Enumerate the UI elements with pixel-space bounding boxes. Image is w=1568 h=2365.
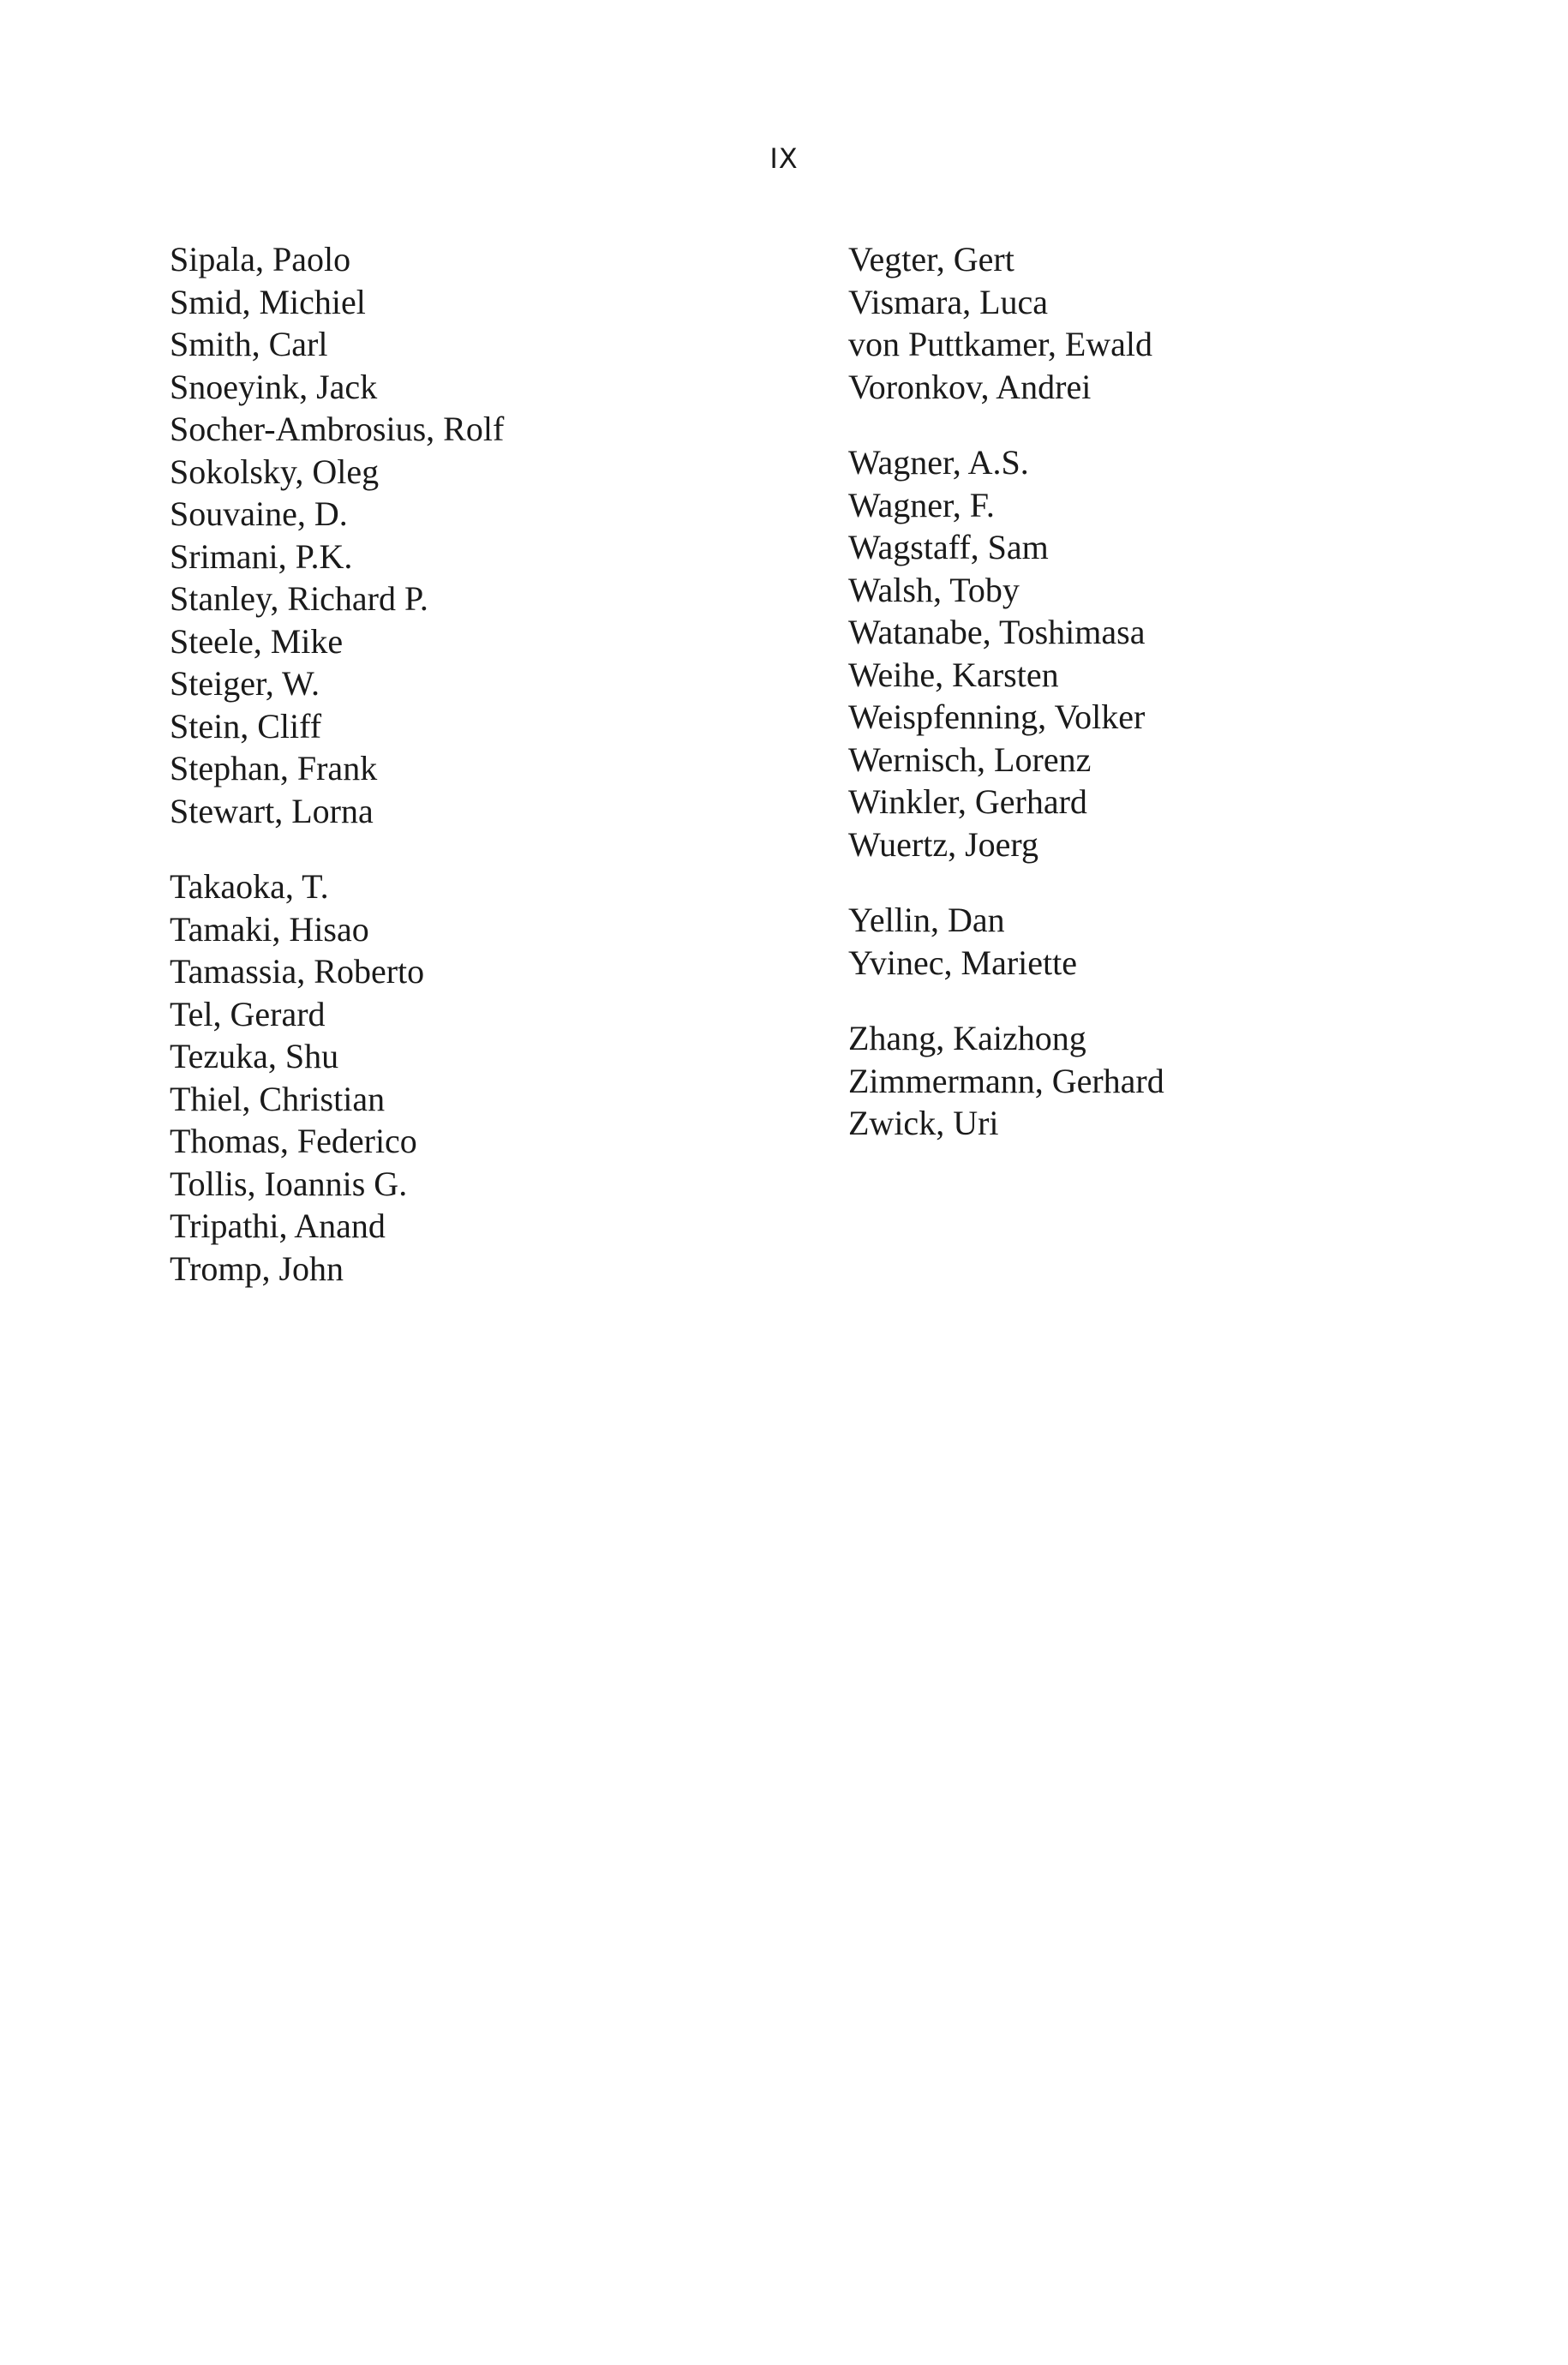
participant-name: Watanabe, Toshimasa — [848, 613, 1146, 651]
participant-name: Weihe, Karsten — [848, 655, 1059, 694]
participant-name: Tamaki, Hisao — [170, 909, 369, 949]
participant-name: Tezuka, Shu — [170, 1037, 339, 1075]
participant-name: Smid, Michiel — [170, 282, 366, 321]
participant-name: Socher-Ambrosius, Rolf — [170, 410, 505, 448]
name-group-z — [848, 1017, 1164, 1145]
name-group-w — [848, 441, 1164, 865]
participant-name: Weispfenning, Volker — [848, 698, 1146, 736]
participant-name: Tel, Gerard — [170, 994, 326, 1033]
participant-name: Wagner, F. — [848, 485, 995, 524]
participant-name: Tamassia, Roberto — [170, 952, 425, 991]
page-number: IX — [769, 142, 799, 175]
participant-name: Srimani, P.K. — [170, 536, 353, 576]
participant-name: Vismara, Luca — [848, 282, 1049, 321]
participant-name: Zwick, Uri — [848, 1104, 999, 1142]
participant-name: Wagner, A.S. — [848, 443, 1029, 482]
name-list-left-column — [170, 238, 504, 1323]
participant-name: Stewart, Lorna — [170, 791, 374, 830]
participant-name: Stanley, Richard P. — [170, 579, 428, 618]
participant-name: Steele, Mike — [170, 621, 344, 661]
participant-name: Vegter, Gert — [848, 240, 1014, 278]
participant-name: Sipala, Paolo — [170, 240, 351, 278]
participant-name: Tromp, John — [170, 1248, 344, 1288]
participant-name: Takaoka, T. — [170, 867, 329, 906]
participant-name: Wernisch, Lorenz — [848, 739, 1092, 779]
participant-name: Yellin, Dan — [848, 901, 1005, 939]
participant-name: Sokolsky, Oleg — [170, 452, 380, 491]
participant-name: Steiger, W. — [170, 664, 320, 703]
participant-name: Zhang, Kaizhong — [848, 1019, 1086, 1057]
participant-name: Souvaine, D. — [170, 494, 348, 533]
participant-name: Stephan, Frank — [170, 749, 378, 787]
name-group-t — [170, 865, 504, 1290]
participant-name: Walsh, Toby — [848, 570, 1020, 609]
participant-name: Zimmermann, Gerhard — [848, 1061, 1164, 1100]
participant-name: Stein, Cliff — [170, 706, 322, 745]
name-group-s — [170, 238, 504, 832]
participant-name: Smith, Carl — [170, 325, 328, 363]
participant-name: Snoeyink, Jack — [170, 367, 378, 406]
participant-name: Tollis, Ioannis G. — [170, 1164, 408, 1203]
participant-name: Thomas, Federico — [170, 1122, 417, 1160]
participant-name: Thiel, Christian — [170, 1079, 386, 1118]
name-group-y — [848, 899, 1164, 984]
name-group-v — [848, 238, 1164, 408]
participant-name: Winkler, Gerhard — [848, 782, 1087, 821]
participant-name: Yvinec, Mariette — [848, 943, 1077, 982]
name-list-right-column — [848, 238, 1164, 1178]
participant-name: Wuertz, Joerg — [848, 824, 1039, 864]
participant-name: Voronkov, Andrei — [848, 367, 1092, 406]
participant-name: Tripathi, Anand — [170, 1206, 386, 1245]
participant-name: Wagstaff, Sam — [848, 528, 1049, 566]
participant-name: von Puttkamer, Ewald — [848, 325, 1152, 363]
